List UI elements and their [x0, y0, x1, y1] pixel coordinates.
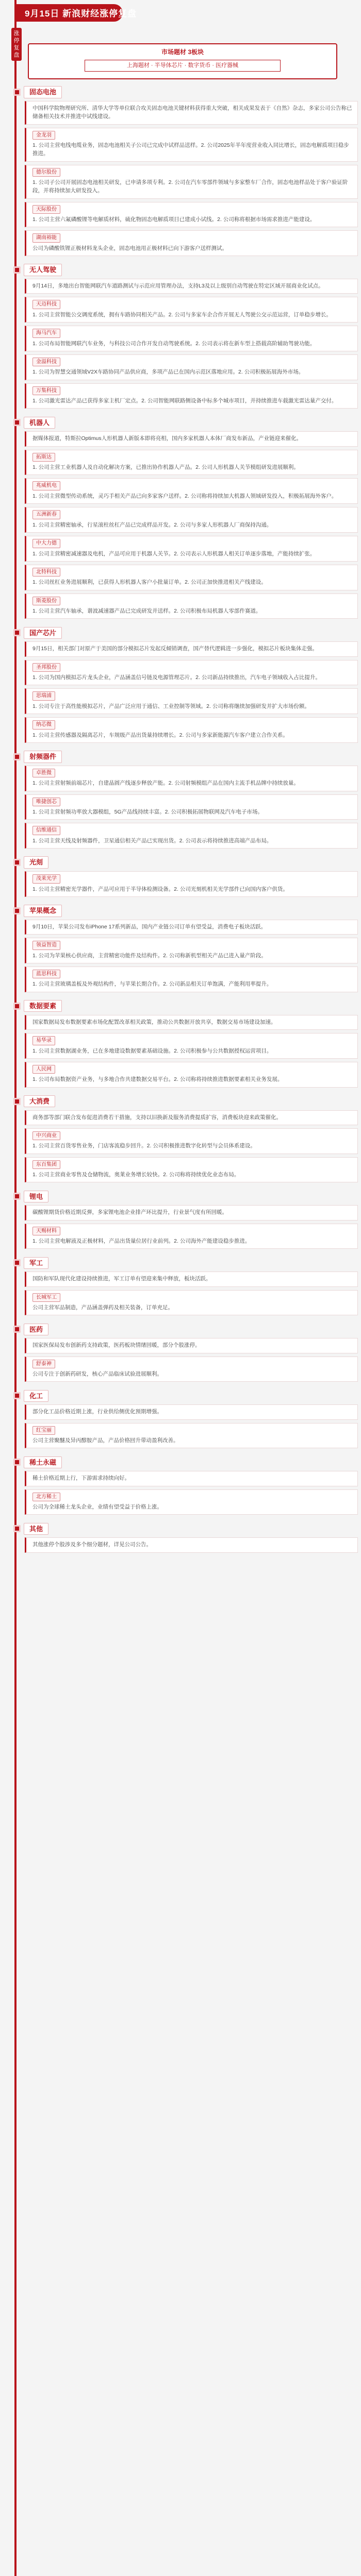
section	[20, 856, 358, 904]
stock-label: 中大力德	[32, 539, 60, 548]
stock-card	[25, 1205, 358, 1220]
card-text: 1. 公司主营智能公交调度系统，拥有车路协同相关产品。2. 公司与多家车企合作开展无人驾驶公交示范运营，订单稳步增长。	[32, 311, 332, 318]
stock-card	[25, 279, 358, 294]
stock-card	[25, 1489, 358, 1515]
section-title: 机器人	[24, 417, 55, 429]
section-title: 化工	[24, 1390, 48, 1402]
section	[20, 999, 358, 1095]
card-text: 1. 公司主营天线及射频器件，卫星通信相关产品已实现出货。2. 公司表示将持续推进高端产品布局。	[32, 837, 272, 844]
stock-card	[25, 1404, 358, 1419]
section-marker-icon	[13, 1326, 21, 1333]
stock-card	[25, 450, 358, 476]
stock-label: 信维通信	[32, 826, 60, 835]
stock-card	[25, 688, 358, 714]
section	[20, 1455, 358, 1522]
stock-label: 万集科技	[32, 386, 60, 396]
card-text: 1. 公司主营电线电缆业务，固态电池相关子公司已完成中试样品送样。2. 公司2025年半年度营业收入同比增长，固态电解质项目稳步推进。	[32, 142, 349, 157]
stock-label: 五洲新春	[32, 510, 60, 519]
section-marker-icon	[13, 629, 21, 636]
section	[20, 263, 358, 416]
card-text: 碳酸锂期货价格近期反弹，多家锂电池企业排产环比提升，行业景气度有所回暖。	[32, 1209, 227, 1216]
section-title: 大消费	[24, 1095, 55, 1108]
stock-card	[25, 1033, 358, 1059]
section-header	[13, 416, 358, 429]
stock-card	[25, 1357, 358, 1382]
card-text: 1. 公司专注于高性能模拟芯片，产品广泛应用于通信、工业控制等领域。2. 公司称将继续加强研发并扩大市场份额。	[32, 703, 310, 709]
intro-frame	[28, 43, 337, 79]
section	[20, 1256, 358, 1323]
stock-label: 思瑞浦	[32, 691, 55, 701]
section	[20, 904, 358, 999]
stock-card	[25, 1062, 358, 1088]
card-text: 公司专注于创新药研发，核心产品临床试验进展顺利。	[32, 1371, 162, 1378]
section-marker-icon	[13, 1193, 21, 1200]
sections	[0, 86, 361, 1560]
stock-card	[25, 794, 358, 820]
section-title: 射频器件	[24, 751, 62, 763]
stock-card	[25, 1423, 358, 1449]
card-text: 1. 公司丝杠业务进展顺利，已获得人形机器人客户小批量订单。2. 公司正加快推进相关产线建设。	[32, 579, 267, 586]
section-header	[13, 856, 358, 869]
stock-card	[25, 938, 358, 963]
stock-label: 圣邦股份	[32, 663, 60, 672]
section-title: 医药	[24, 1324, 48, 1336]
section-marker-icon	[13, 1259, 21, 1266]
stock-card	[25, 354, 358, 380]
stock-label: 茂莱光学	[32, 874, 60, 884]
stock-card	[25, 641, 358, 656]
section-header	[13, 999, 358, 1013]
stock-card	[25, 431, 358, 446]
card-text: 公司主营聚醚及异丙醇胺产品，产品价格回升带动盈利改善。	[32, 1437, 179, 1444]
card-text: 1. 公司主营数据湖业务，已在多地建设数据要素基础设施。2. 公司积极参与公共数据授权运营项目。	[32, 1047, 272, 1054]
banner	[19, 0, 361, 27]
vertical-label	[11, 28, 22, 61]
intro-heading: 市场题材 3板块	[161, 48, 204, 56]
section-header	[13, 1389, 358, 1402]
section-header	[13, 263, 358, 277]
section-title: 数据要素	[24, 1000, 62, 1012]
card-text: 商务部等部门联合发布促进消费若干措施，支持以旧换新及服务消费提质扩容，消费板块迎来政策催化。	[32, 1114, 282, 1121]
section-marker-icon	[13, 1392, 21, 1399]
stock-card	[25, 1338, 358, 1353]
card-text: 公司主营军品制造，产品涵盖弹药及相关装备，订单充足。	[32, 1304, 173, 1311]
section-header	[13, 626, 358, 639]
card-text: 稀土价格近期上行，下游需求持续向好。	[32, 1475, 130, 1482]
stock-label: 德尔股份	[32, 168, 60, 177]
stock-label: 天赐材料	[32, 1227, 60, 1236]
section-header	[13, 904, 358, 918]
section	[20, 1095, 358, 1190]
stock-card	[25, 920, 358, 935]
card-text: 1. 公司主营汽车轴承，谐波减速器产品已完成研发并送样。2. 公司积极布局机器人零部件赛道。	[32, 608, 261, 615]
section	[20, 1389, 358, 1455]
stock-label: 领益智造	[32, 941, 60, 950]
stock-label: 兆威机电	[32, 481, 60, 490]
stock-card	[25, 230, 358, 256]
card-text: 公司为磷酸铁锂正极材料龙头企业，固态电池用正极材料已向下游客户送样测试。	[32, 245, 227, 251]
stock-card	[25, 536, 358, 562]
section-title: 苹果概念	[24, 905, 62, 917]
section-marker-icon	[13, 419, 21, 426]
stock-label: 湖南裕能	[32, 233, 60, 243]
card-text: 9月14日，多地出台智能网联汽车道路测试与示范应用管理办法，支持L3及以上级别自动驾驶在特定区域开展商业化试点。	[32, 283, 324, 290]
stock-card	[25, 1110, 358, 1125]
card-text: 1. 公司布局智能网联汽车业务，与科技公司合作开发自动驾驶系统。2. 公司表示将在新车型上搭载高阶辅助驾驶功能。	[32, 340, 316, 347]
stock-label: 长城军工	[32, 1293, 60, 1302]
section-marker-icon	[13, 89, 21, 96]
section-marker-icon	[13, 1459, 21, 1466]
stock-card	[25, 478, 358, 504]
section-marker-icon	[13, 753, 21, 760]
stock-card	[25, 717, 358, 743]
card-text: 其他涨停个股涉及多个细分题材，详见公司公告。	[32, 1541, 152, 1548]
card-text: 中国科学院物理研究所、清华大学等单位联合攻关固态电池关键材料获得重大突破，相关成果发表于《自然》杂志，多家公司公告称已储备相关技术并推进中试线建设。	[32, 105, 352, 120]
section-header	[13, 1095, 358, 1108]
intro-subheading: 上海题材 · 半导体芯片 · 数字货币 · 医疗器械	[85, 60, 281, 72]
section-marker-icon	[13, 907, 21, 914]
stock-label: 斯菱股份	[32, 597, 60, 606]
card-text: 国家数据局发布数据要素市场化配置改革相关政策，推动公共数据开放共享，数据交易市场建设加速。	[32, 1019, 276, 1025]
section	[20, 750, 358, 856]
section	[20, 1190, 358, 1256]
section-header	[13, 1190, 358, 1203]
card-text: 1. 公司主营微型传动系统，灵巧手相关产品已向多家客户送样。2. 公司称将持续加大机器人领域研发投入，积极拓展海外客户。	[32, 493, 337, 499]
vertical-char: 复	[13, 45, 20, 51]
stock-card	[25, 594, 358, 619]
stock-card	[25, 507, 358, 533]
card-text: 1. 公司主营射频功率放大器模组，5G产品线持续丰富。2. 公司积极拓展物联网及汽车电子市场。	[32, 809, 263, 816]
card-text: 据媒体报道，特斯拉Optimus人形机器人新版本即将亮相，国内多家机器人本体厂商发布新品，产业链迎来催化。	[32, 435, 302, 442]
card-text: 1. 公司主营玻璃盖板及外观结构件，与苹果长期合作。2. 公司新品相关订单饱满，产能利用率提升。	[32, 981, 272, 988]
card-text: 1. 公司主营工业机器人及自动化解决方案，已推出协作机器人产品。2. 公司人形机器人关节模组研发进展顺利。	[32, 464, 299, 471]
stock-label: 唯捷创芯	[32, 798, 60, 807]
stock-label: 红宝丽	[32, 1426, 55, 1435]
card-text: 1. 公司主营百货零售业务，门店客流稳步回升。2. 公司积极推进数字化转型与会员体系建设。	[32, 1143, 256, 1149]
card-text: 部分化工品价格近期上涨，行业供给侧优化预期增强。	[32, 1409, 162, 1415]
card-text: 1. 公司主营商业零售及仓储物流，奥莱业务增长较快。2. 公司称将持续优化业态布局。	[32, 1172, 240, 1178]
card-text: 9月10日，苹果公司发布iPhone 17系列新品，国内产业链公司订单有望受益，消费电子板块活跃。	[32, 923, 267, 930]
section-header	[13, 1455, 358, 1469]
stock-label: 卓胜微	[32, 769, 55, 778]
section-header	[13, 1256, 358, 1269]
section	[20, 1323, 358, 1389]
stock-card	[25, 202, 358, 228]
section-title: 国产芯片	[24, 627, 62, 639]
section-title: 稀土永磁	[24, 1456, 62, 1469]
card-text: 1. 公司主营精密轴承，行星滚柱丝杠产品已完成样品开发。2. 公司与多家人形机器人厂商保持沟通。	[32, 521, 272, 528]
stock-label: 北方稀土	[32, 1493, 60, 1502]
section-marker-icon	[13, 859, 21, 866]
stock-label: 海马汽车	[32, 329, 60, 338]
stock-card	[25, 1471, 358, 1486]
card-text: 国家医保局发布创新药支持政策，医药板块情绪回暖，部分个股涨停。	[32, 1342, 201, 1349]
stock-label: 中兴商业	[32, 1131, 60, 1141]
stock-card	[25, 1015, 358, 1030]
section-header	[13, 750, 358, 764]
stock-card	[25, 766, 358, 791]
section-title: 固态电池	[24, 86, 62, 98]
section	[20, 416, 358, 626]
stock-card	[25, 967, 358, 992]
stock-label: 拓斯达	[32, 453, 55, 462]
card-text: 1. 公司布局数据资产业务，与多地合作共建数据交易平台。2. 公司称将持续推进数据要素相关业务发展。	[32, 1076, 283, 1083]
stock-card	[25, 660, 358, 686]
card-text: 1. 公司激光雷达产品已获得多家主机厂定点。2. 公司智能网联路侧设备中标多个城市项目，并持续推进车载激光雷达量产交付。	[32, 398, 337, 404]
stock-label: 北特科技	[32, 568, 60, 577]
stock-label: 金龙羽	[32, 131, 55, 140]
card-text: 1. 公司主营传感器及隔离芯片，车规级产品出货量持续增长。2. 公司与多家新能源汽车客户建立合作关系。	[32, 732, 288, 738]
card-text: 1. 公司主营精密光学器件，产品可应用于半导体检测设备。2. 公司光刻机相关光学部件已向国内客户供货。	[32, 886, 288, 892]
section-marker-icon	[13, 1098, 21, 1105]
card-text: 1. 公司主营精密减速器及电机，产品可应用于机器人关节。2. 公司表示人形机器人相关订单逐步落地，产能持续扩张。	[32, 550, 316, 557]
stock-card	[25, 1224, 358, 1249]
vertical-char: 停	[13, 38, 20, 44]
stock-label: 蓝思科技	[32, 970, 60, 979]
stock-label: 舒泰神	[32, 1360, 55, 1369]
stock-card	[25, 1290, 358, 1316]
stock-label: 人民网	[32, 1065, 55, 1074]
stock-card	[25, 383, 358, 409]
card-text: 9月15日，相关部门对原产于美国的部分模拟芯片发起反倾销调查，国产替代逻辑进一步强化，模拟芯片板块集体走强。	[32, 646, 318, 652]
section-title: 其他	[24, 1523, 48, 1535]
banner-title: 9月15日 新浪财经涨停复盘	[25, 9, 137, 19]
stock-label: 易华录	[32, 1036, 55, 1045]
vertical-char: 涨	[13, 30, 20, 37]
stock-card	[25, 165, 358, 199]
stock-card	[25, 565, 358, 590]
section-title: 锂电	[24, 1191, 48, 1203]
stock-label: 纳芯微	[32, 720, 55, 730]
section-header	[13, 1522, 358, 1535]
stock-label: 天际股份	[32, 205, 60, 214]
stock-card	[25, 1272, 358, 1286]
stock-card	[25, 101, 358, 125]
section-title: 军工	[24, 1257, 48, 1269]
section-marker-icon	[13, 1003, 21, 1010]
card-text: 1. 公司主营六氟磷酸锂等电解质材料，硫化物固态电解质项目已建成小试线。2. 公司称将根据市场需求推进产能建设。	[32, 216, 316, 223]
stock-label: 金溢科技	[32, 358, 60, 367]
section-title: 无人驾驶	[24, 264, 62, 276]
card-text: 公司为全球稀土龙头企业，业绩有望受益于价格上涨。	[32, 1504, 162, 1511]
card-text: 国防和军队现代化建设持续推进，军工订单有望迎来集中释放，板块活跃。	[32, 1276, 211, 1282]
stock-card	[25, 128, 358, 162]
section-title: 光刻	[24, 856, 48, 869]
stock-card	[25, 326, 358, 351]
stock-label: 东百集团	[32, 1160, 60, 1170]
card-text: 1. 公司主营电解液及正极材料，产品出货量位居行业前列。2. 公司海外产能建设稳步推进。	[32, 1238, 251, 1245]
section-marker-icon	[13, 266, 21, 274]
section	[20, 86, 358, 263]
card-text: 1. 公司为苹果核心供应商，主营精密功能件及结构件。2. 公司称新机型相关产品已进入量产阶段。	[32, 952, 267, 959]
stock-card	[25, 1537, 358, 1552]
section-header	[13, 86, 358, 99]
vertical-char: 盘	[13, 52, 20, 58]
timeline-spine	[14, 0, 17, 2576]
section-header	[13, 1323, 358, 1336]
card-text: 1. 公司主营射频前端芯片，自建晶圆产线逐步释放产能。2. 公司射频模组产品在国内主流手机品牌中持续放量。	[32, 780, 299, 787]
card-text: 1. 公司子公司开展固态电池相关研发，已申请多项专利。2. 公司在汽车零部件领域与多家整车厂合作，固态电池样品处于客户验证阶段，并将持续加大研发投入。	[32, 179, 348, 194]
section	[20, 1522, 358, 1560]
stock-card	[25, 871, 358, 897]
section-marker-icon	[13, 1525, 21, 1532]
stock-card	[25, 297, 358, 323]
stock-card	[25, 1128, 358, 1154]
card-text: 1. 公司为国内模拟芯片龙头企业，产品涵盖信号链及电源管理芯片。2. 公司新品持续推出，汽车电子领域收入占比提升。	[32, 674, 321, 681]
intro	[7, 28, 356, 86]
section	[20, 626, 358, 750]
stock-card	[25, 1157, 358, 1183]
card-text: 1. 公司为智慧交通领域V2X车路协同产品供应商，多项产品已在国内示范区落地应用。2. 公司积极拓展海外市场。	[32, 369, 304, 376]
stock-card	[25, 823, 358, 849]
stock-label: 天迈科技	[32, 300, 60, 309]
